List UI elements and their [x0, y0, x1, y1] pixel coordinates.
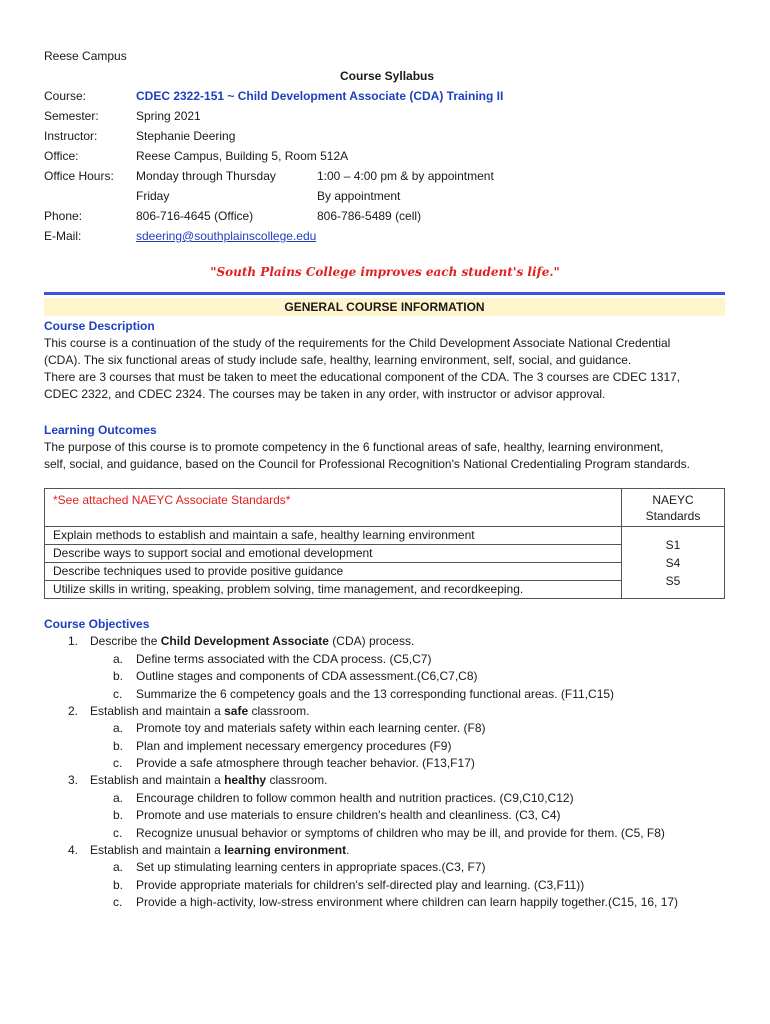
objective-text: classroom.	[248, 704, 310, 718]
learning-outcomes-text	[44, 439, 734, 473]
objective-item	[90, 703, 309, 719]
objective-text: classroom.	[266, 773, 328, 787]
objective-number: 1.	[68, 634, 79, 648]
course-objectives-heading: Course Objectives	[44, 617, 150, 631]
sub-objective: Encourage children to follow common health and nutrition practices. (C9,C10,C12)	[136, 791, 574, 805]
course-description-text	[44, 335, 734, 403]
sub-letter: c.	[113, 895, 123, 909]
objective-emphasis: safe	[224, 704, 249, 718]
objective-number: 2.	[68, 704, 79, 718]
sub-objective: Set up stimulating learning centers in appropriate spaces.(C3, F7)	[136, 860, 486, 874]
standard-code: S5	[665, 573, 681, 588]
friday-times: By appointment	[317, 189, 401, 203]
sub-letter: a.	[113, 791, 124, 805]
sub-letter: b.	[113, 739, 124, 753]
semester-value: Spring 2021	[136, 109, 201, 123]
instructor-label: Instructor:	[44, 129, 98, 143]
objective-text: Establish and maintain a	[90, 773, 225, 787]
sub-objective: Provide a high-activity, low-stress environment where children can learn happily together.(C15, 16, 17)	[136, 895, 679, 909]
paragraph-line: The purpose of this course is to promote competency in the 6 functional areas of safe, healthy, learning environment,	[44, 440, 664, 454]
sub-objective: Provide appropriate materials for children's self-directed play and learning. (C3,F11))	[136, 878, 585, 892]
header-line: Standards	[645, 509, 701, 523]
sub-objective: Recognize unusual behavior or symptoms of children who may be ill, and provide for them. (C5, F8)	[136, 826, 665, 840]
objective-number: 3.	[68, 773, 79, 787]
table-header-row	[45, 489, 725, 527]
office-hours-times: 1:00 – 4:00 pm & by appointment	[317, 169, 494, 183]
phone-office: 806-716-4645 (Office)	[136, 209, 254, 223]
sub-letter: c.	[113, 687, 123, 701]
office-hours-label: Office Hours:	[44, 169, 114, 183]
office-hours-days: Monday through Thursday	[136, 169, 276, 183]
college-motto: "South Plains College improves each student's life."	[210, 265, 560, 279]
objective-number: 4.	[68, 843, 79, 857]
office-value: Reese Campus, Building 5, Room 512A	[136, 149, 349, 163]
campus-label: Reese Campus	[44, 49, 127, 63]
email-link[interactable]: sdeering@southplainscollege.edu	[136, 229, 317, 243]
objective-emphasis: learning environment	[224, 843, 347, 857]
sub-objective: Plan and implement necessary emergency procedures (F9)	[136, 739, 452, 753]
objective-text: .	[346, 843, 350, 857]
sub-objective: Promote toy and materials safety within each learning center. (F8)	[136, 721, 486, 735]
sub-objective: Define terms associated with the CDA process. (C5,C7)	[136, 652, 432, 666]
objective-text: Establish and maintain a	[90, 843, 225, 857]
sub-letter: c.	[113, 756, 123, 770]
paragraph-line: (CDA). The six functional areas of study include safe, healthy, learning environment, self, social, and guidance.	[44, 353, 632, 367]
outcome-item: Describe ways to support social and emotional development	[45, 545, 622, 563]
learning-outcomes-heading: Learning Outcomes	[44, 423, 157, 437]
sub-letter: b.	[113, 669, 124, 683]
phone-cell: 806-786-5489 (cell)	[317, 209, 422, 223]
outcome-item: Explain methods to establish and maintain a safe, healthy learning environment	[45, 527, 622, 545]
outcome-item: Utilize skills in writing, speaking, problem solving, time management, and recordkeeping.	[45, 581, 622, 599]
sub-letter: b.	[113, 808, 124, 822]
general-info-heading: GENERAL COURSE INFORMATION	[44, 298, 725, 316]
objective-item	[90, 842, 349, 858]
sub-letter: b.	[113, 878, 124, 892]
instructor-value: Stephanie Deering	[136, 129, 236, 143]
sub-objective: Outline stages and components of CDA assessment.(C6,C7,C8)	[136, 669, 478, 683]
email-label: E-Mail:	[44, 229, 82, 243]
objective-item	[90, 772, 327, 788]
paragraph-line: This course is a continuation of the study of the requirements for the Child Development Associate National Credential	[44, 336, 671, 350]
table-row	[45, 527, 725, 545]
sub-letter: c.	[113, 826, 123, 840]
outcome-item: Describe techniques used to provide positive guidance	[45, 563, 622, 581]
course-value: CDEC 2322-151 ~ Child Development Associate (CDA) Training II	[136, 89, 504, 103]
standard-code: S1	[665, 537, 681, 552]
office-label: Office:	[44, 149, 79, 163]
standards-cell	[622, 527, 725, 599]
sub-objective: Provide a safe atmosphere through teacher behavior. (F13,F17)	[136, 756, 475, 770]
naeyc-note: *See attached NAEYC Associate Standards*	[45, 489, 622, 527]
objective-text: (CDA) process.	[328, 634, 415, 648]
friday-days: Friday	[136, 189, 170, 203]
section-divider	[44, 292, 725, 295]
standard-code: S4	[665, 555, 681, 570]
objective-item	[90, 633, 414, 649]
paragraph-line: CDEC 2322, and CDEC 2324. The courses may be taken in any order, with instructor or advisor approval.	[44, 387, 606, 401]
sub-letter: a.	[113, 860, 124, 874]
semester-label: Semester:	[44, 109, 99, 123]
standards-table	[44, 488, 725, 599]
naeyc-standards-header	[622, 489, 725, 527]
objective-text: Describe the	[90, 634, 161, 648]
phone-label: Phone:	[44, 209, 83, 223]
objective-emphasis: Child Development Associate	[160, 634, 329, 648]
sub-objective: Summarize the 6 competency goals and the 13 corresponding functional areas. (F11,C15)	[136, 687, 615, 701]
paragraph-line: There are 3 courses that must be taken to meet the educational component of the CDA. The 3 courses are CDEC 1317,	[44, 370, 681, 384]
sub-letter: a.	[113, 652, 124, 666]
course-description-heading: Course Description	[44, 319, 155, 333]
header-line: NAEYC	[652, 493, 694, 507]
sub-letter: a.	[113, 721, 124, 735]
sub-objective: Promote and use materials to ensure children's health and cleanliness. (C3, C4)	[136, 808, 561, 822]
course-label: Course:	[44, 89, 87, 103]
paragraph-line: self, social, and guidance, based on the Council for Professional Recognition's National Credentialing Program standards.	[44, 457, 690, 471]
page-title: Course Syllabus	[340, 69, 435, 83]
objective-emphasis: healthy	[224, 773, 267, 787]
objective-text: Establish and maintain a	[90, 704, 225, 718]
